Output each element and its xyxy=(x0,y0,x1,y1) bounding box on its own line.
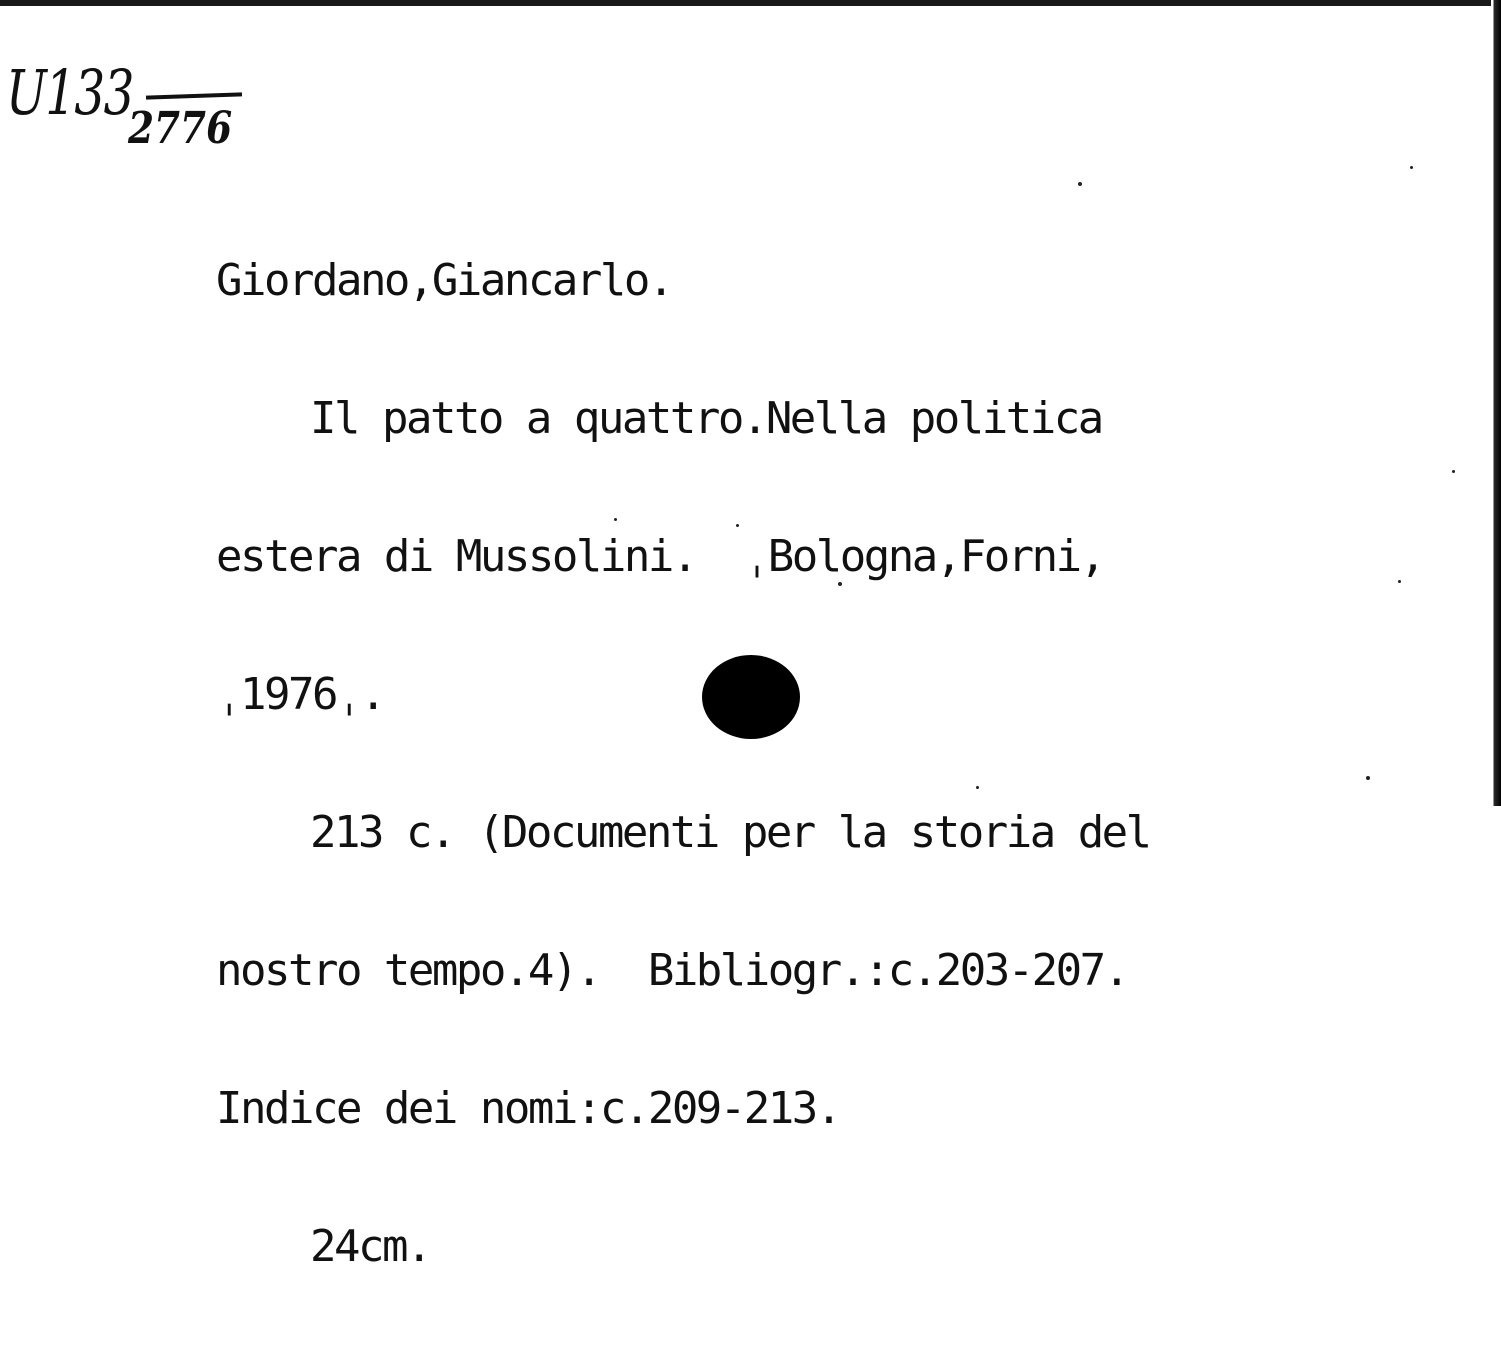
collation-line-1: 213 c. (Documenti per la storia del xyxy=(310,807,1150,858)
title-line-1: Il patto a quattro.Nella politica xyxy=(310,393,1102,444)
dust-speck xyxy=(1366,776,1370,780)
card-top-edge xyxy=(0,0,1501,6)
call-number-rule xyxy=(146,92,242,99)
dust-speck xyxy=(976,786,979,789)
year-line: ˌ1976ˌ. xyxy=(216,669,384,720)
collation-line-2: nostro tempo.4). Bibliogr.:c.203-207. xyxy=(216,945,1128,996)
title-line-2: estera di Mussolini. ˌBologna,Forni, xyxy=(216,531,1104,582)
size-line: 24cm. xyxy=(310,1221,430,1272)
call-number-sub: 2776 xyxy=(128,103,233,154)
call-number: U133 xyxy=(6,56,133,129)
card-right-edge xyxy=(1491,0,1501,806)
dust-speck xyxy=(838,582,842,586)
bibliographic-entry xyxy=(216,166,1150,1362)
dust-speck xyxy=(1078,182,1082,186)
dust-speck xyxy=(736,524,739,527)
dust-speck xyxy=(1452,470,1455,473)
author-line: Giordano,Giancarlo. xyxy=(216,255,672,306)
dust-speck xyxy=(1410,166,1413,169)
dust-speck xyxy=(614,518,617,521)
notes-line: Indice dei nomi:c.209-213. xyxy=(216,1083,840,1134)
dust-speck xyxy=(1398,580,1401,583)
punch-hole xyxy=(702,655,800,739)
